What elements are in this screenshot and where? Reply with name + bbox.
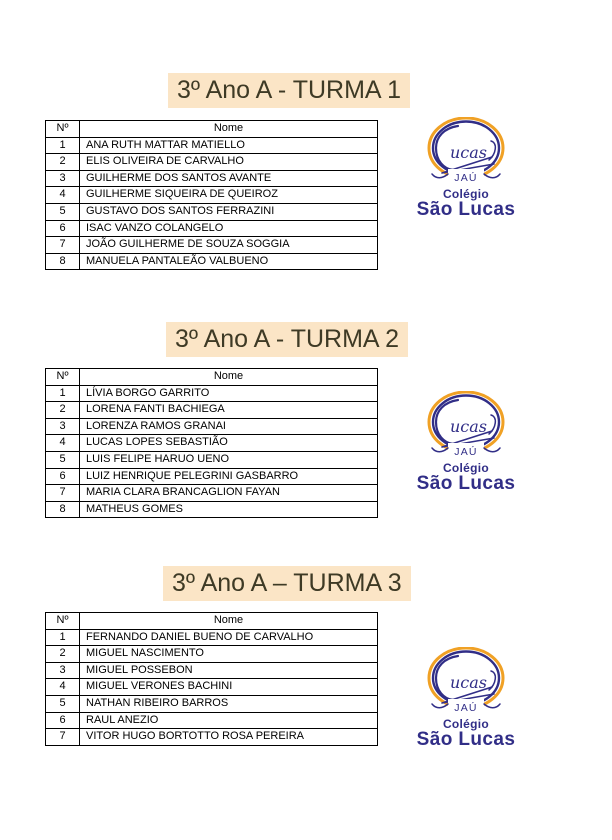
student-name: LORENA FANTI BACHIEGA <box>80 402 378 419</box>
school-emblem-icon <box>416 647 516 715</box>
row-number: 4 <box>46 187 80 204</box>
emblem-script-text: ucas <box>450 143 488 162</box>
table-row <box>46 203 378 220</box>
student-name: GUSTAVO DOS SANTOS FERRAZINI <box>80 203 378 220</box>
emblem-script-text: ucas <box>450 673 488 692</box>
row-number: 1 <box>46 137 80 154</box>
table-header-row <box>46 613 378 630</box>
school-logo <box>410 647 522 750</box>
emblem-script-text: ucas <box>450 417 488 436</box>
logo-line-sao-lucas: São Lucas <box>416 473 516 494</box>
row-number: 5 <box>46 203 80 220</box>
row-number: 7 <box>46 729 80 746</box>
row-number: 6 <box>46 220 80 237</box>
table-row <box>46 435 378 452</box>
row-number: 8 <box>46 501 80 518</box>
table-header-row <box>46 369 378 386</box>
table-row <box>46 646 378 663</box>
table-row <box>46 187 378 204</box>
row-number: 2 <box>46 154 80 171</box>
row-number: 6 <box>46 468 80 485</box>
student-name: VITOR HUGO BORTOTTO ROSA PEREIRA <box>80 729 378 746</box>
table-row <box>46 385 378 402</box>
student-name: RAUL ANEZIO <box>80 712 378 729</box>
student-name: ISAC VANZO COLANGELO <box>80 220 378 237</box>
student-name: MIGUEL NASCIMENTO <box>80 646 378 663</box>
school-emblem-icon <box>416 117 516 185</box>
student-name: LUIS FELIPE HARUO UENO <box>80 451 378 468</box>
row-number: 3 <box>46 170 80 187</box>
roster-table-turma2 <box>45 368 378 518</box>
student-name: MANUELA PANTALEÃO VALBUENO <box>80 253 378 270</box>
row-number: 4 <box>46 679 80 696</box>
section-title-turma3: 3º Ano A – TURMA 3 <box>163 566 411 601</box>
row-number: 1 <box>46 629 80 646</box>
student-name: GUILHERME SIQUEIRA DE QUEIROZ <box>80 187 378 204</box>
student-name: JOÃO GUILHERME DE SOUZA SOGGIA <box>80 237 378 254</box>
student-name: MARIA CLARA BRANCAGLION FAYAN <box>80 485 378 502</box>
logo-line-sao-lucas: São Lucas <box>416 729 516 750</box>
school-emblem-icon <box>416 391 516 459</box>
emblem-city-text: JAÚ <box>454 172 478 184</box>
table-row <box>46 501 378 518</box>
student-name: MATHEUS GOMES <box>80 501 378 518</box>
row-number: 7 <box>46 237 80 254</box>
column-header-number: Nº <box>46 613 80 630</box>
row-number: 7 <box>46 485 80 502</box>
table-row <box>46 468 378 485</box>
table-row <box>46 695 378 712</box>
logo-line-sao-lucas: São Lucas <box>416 199 516 220</box>
student-name: GUILHERME DOS SANTOS AVANTE <box>80 170 378 187</box>
column-header-name: Nome <box>80 369 378 386</box>
roster-table-turma1 <box>45 120 378 270</box>
table-row <box>46 662 378 679</box>
logo-line-colegio: Colégio <box>442 187 490 201</box>
row-number: 6 <box>46 712 80 729</box>
table-row <box>46 418 378 435</box>
row-number: 8 <box>46 253 80 270</box>
school-logo <box>410 117 522 220</box>
table-header-row <box>46 121 378 138</box>
row-number: 3 <box>46 418 80 435</box>
student-name: MIGUEL POSSEBON <box>80 662 378 679</box>
row-number: 2 <box>46 646 80 663</box>
student-name: LÍVIA BORGO GARRITO <box>80 385 378 402</box>
table-row <box>46 220 378 237</box>
roster-table-turma3 <box>45 612 378 746</box>
column-header-number: Nº <box>46 369 80 386</box>
row-number: 1 <box>46 385 80 402</box>
student-name: FERNANDO DANIEL BUENO DE CARVALHO <box>80 629 378 646</box>
table-row <box>46 485 378 502</box>
student-name: LORENZA RAMOS GRANAI <box>80 418 378 435</box>
table-row <box>46 237 378 254</box>
student-name: NATHAN RIBEIRO BARROS <box>80 695 378 712</box>
row-number: 3 <box>46 662 80 679</box>
table-row <box>46 154 378 171</box>
table-row <box>46 170 378 187</box>
table-row <box>46 451 378 468</box>
logo-line-colegio: Colégio <box>442 461 490 475</box>
school-logo <box>410 391 522 494</box>
table-row <box>46 712 378 729</box>
table-row <box>46 729 378 746</box>
row-number: 5 <box>46 451 80 468</box>
row-number: 4 <box>46 435 80 452</box>
table-row <box>46 629 378 646</box>
column-header-name: Nome <box>80 613 378 630</box>
row-number: 5 <box>46 695 80 712</box>
student-name: LUCAS LOPES SEBASTIÃO <box>80 435 378 452</box>
emblem-city-text: JAÚ <box>454 702 478 714</box>
table-row <box>46 402 378 419</box>
student-name: ANA RUTH MATTAR MATIELLO <box>80 137 378 154</box>
student-name: LUIZ HENRIQUE PELEGRINI GASBARRO <box>80 468 378 485</box>
emblem-city-text: JAÚ <box>454 446 478 458</box>
logo-line-colegio: Colégio <box>442 717 490 731</box>
column-header-number: Nº <box>46 121 80 138</box>
column-header-name: Nome <box>80 121 378 138</box>
student-name: MIGUEL VERONES BACHINI <box>80 679 378 696</box>
table-row <box>46 137 378 154</box>
row-number: 2 <box>46 402 80 419</box>
table-row <box>46 253 378 270</box>
section-title-turma2: 3º Ano A - TURMA 2 <box>166 322 408 357</box>
section-title-turma1: 3º Ano A - TURMA 1 <box>168 73 410 108</box>
table-row <box>46 679 378 696</box>
student-name: ELIS OLIVEIRA DE CARVALHO <box>80 154 378 171</box>
